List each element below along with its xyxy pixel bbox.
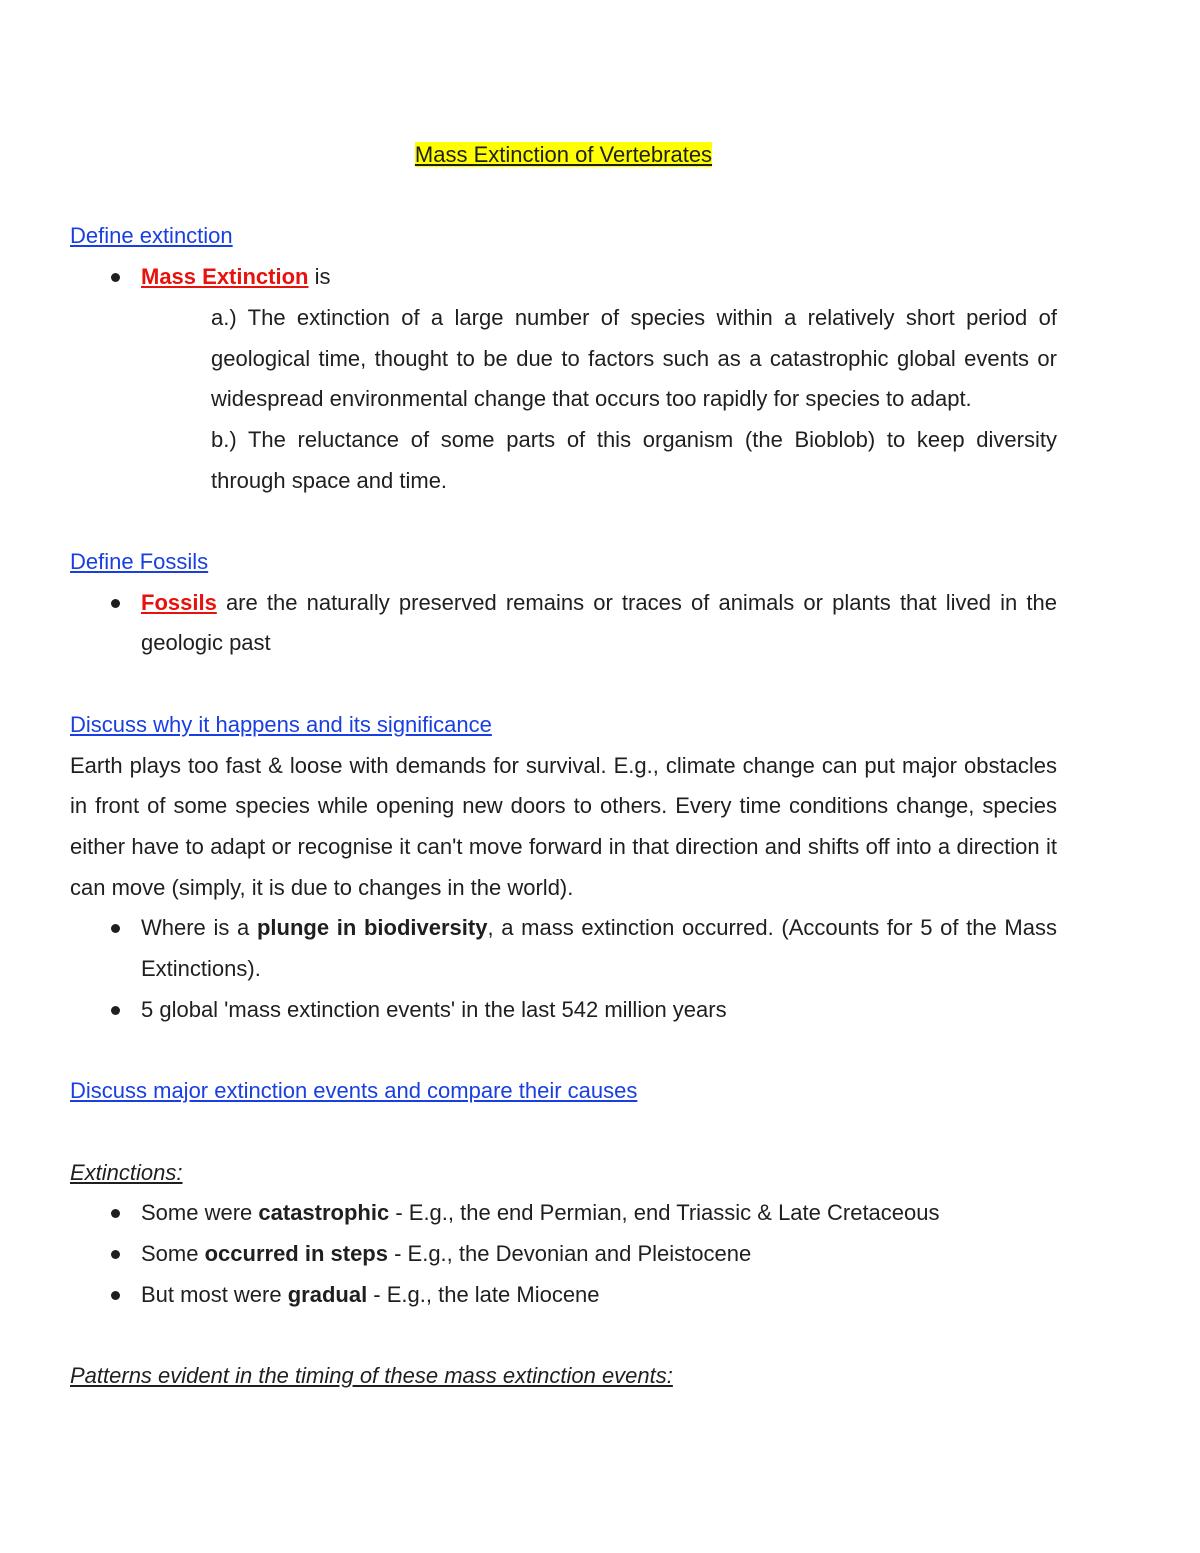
spacer (70, 1112, 1057, 1153)
bullet-text: But most were (141, 1281, 288, 1307)
heading-define-extinction: Define extinction (70, 223, 233, 249)
subheading-extinctions: Extinctions: (70, 1159, 183, 1185)
list-item (70, 990, 1057, 1031)
term-suffix: is (308, 264, 331, 290)
definition-a: a.) The extinction of a large number of species within a relatively short period of geological time, thought to be due to factors such as a catastrophic global events or widespread environmental change that occurs too rapidly for species to adapt. (211, 304, 1057, 412)
term-mass-extinction: Mass Extinction (141, 264, 309, 290)
fossils-list (70, 583, 1057, 664)
bullet-text: , a mass extinction occurred. (Accounts for 5 of the Mass Extinctions). (141, 915, 1057, 982)
bullet-text: - E.g., the end Permian, end Triassic & Late Cretaceous (389, 1200, 940, 1226)
extinction-list (70, 257, 1057, 298)
fossils-definition: are the naturally preserved remains or traces of animals or plants that lived in the geologic past (141, 589, 1057, 656)
heading-why-it-happens: Discuss why it happens and its significance (70, 711, 492, 737)
bullet-text: 5 global 'mass extinction events' in the last 542 million years (141, 996, 727, 1022)
heading-major-events: Discuss major extinction events and compare their causes (70, 1078, 638, 1104)
bullet-bold: gradual (287, 1281, 368, 1307)
bullet-text: Some were (141, 1200, 259, 1226)
heading-define-fossils: Define Fossils (70, 549, 209, 574)
spacer (70, 176, 1057, 217)
bullet-bold: catastrophic (258, 1200, 390, 1226)
title-line (70, 135, 1057, 176)
extinctions-list (70, 1193, 1057, 1315)
list-item (70, 583, 1057, 664)
spacer (70, 664, 1057, 705)
bullet-text: - E.g., the late Miocene (367, 1281, 600, 1307)
document-title: Mass Extinction of Vertebrates (414, 142, 713, 167)
list-item (70, 257, 1057, 298)
term-fossils: Fossils (141, 589, 217, 615)
document-body (70, 135, 1057, 1397)
definition-b: b.) The reluctance of some parts of this organism (the Bioblob) to keep diversity through space and time. (211, 426, 1057, 493)
bullet-text: - E.g., the Devonian and Pleistocene (387, 1240, 752, 1266)
list-item (70, 908, 1057, 989)
bullet-text: Where is a (141, 915, 257, 941)
list-item (70, 1193, 1057, 1234)
why-paragraph: Earth plays too fast & loose with demands for survival. E.g., climate change can put major obstacles in front of some species while opening new doors to others. Every time conditions change, species either have to adapt or recognise it can't move forward in that direction and shifts off into a direction it can move (simply, it is due to changes in the world). (70, 752, 1057, 900)
spacer (70, 1315, 1057, 1356)
bullet-text: Some (141, 1240, 205, 1266)
list-item (70, 1275, 1057, 1316)
why-list (70, 908, 1057, 1030)
list-item (70, 1234, 1057, 1275)
subheading-patterns: Patterns evident in the timing of these mass extinction events: (70, 1363, 673, 1388)
bullet-bold: plunge in biodiversity (256, 915, 488, 941)
spacer (70, 1030, 1057, 1071)
spacer (70, 501, 1057, 542)
bullet-bold: occurred in steps (204, 1240, 388, 1266)
